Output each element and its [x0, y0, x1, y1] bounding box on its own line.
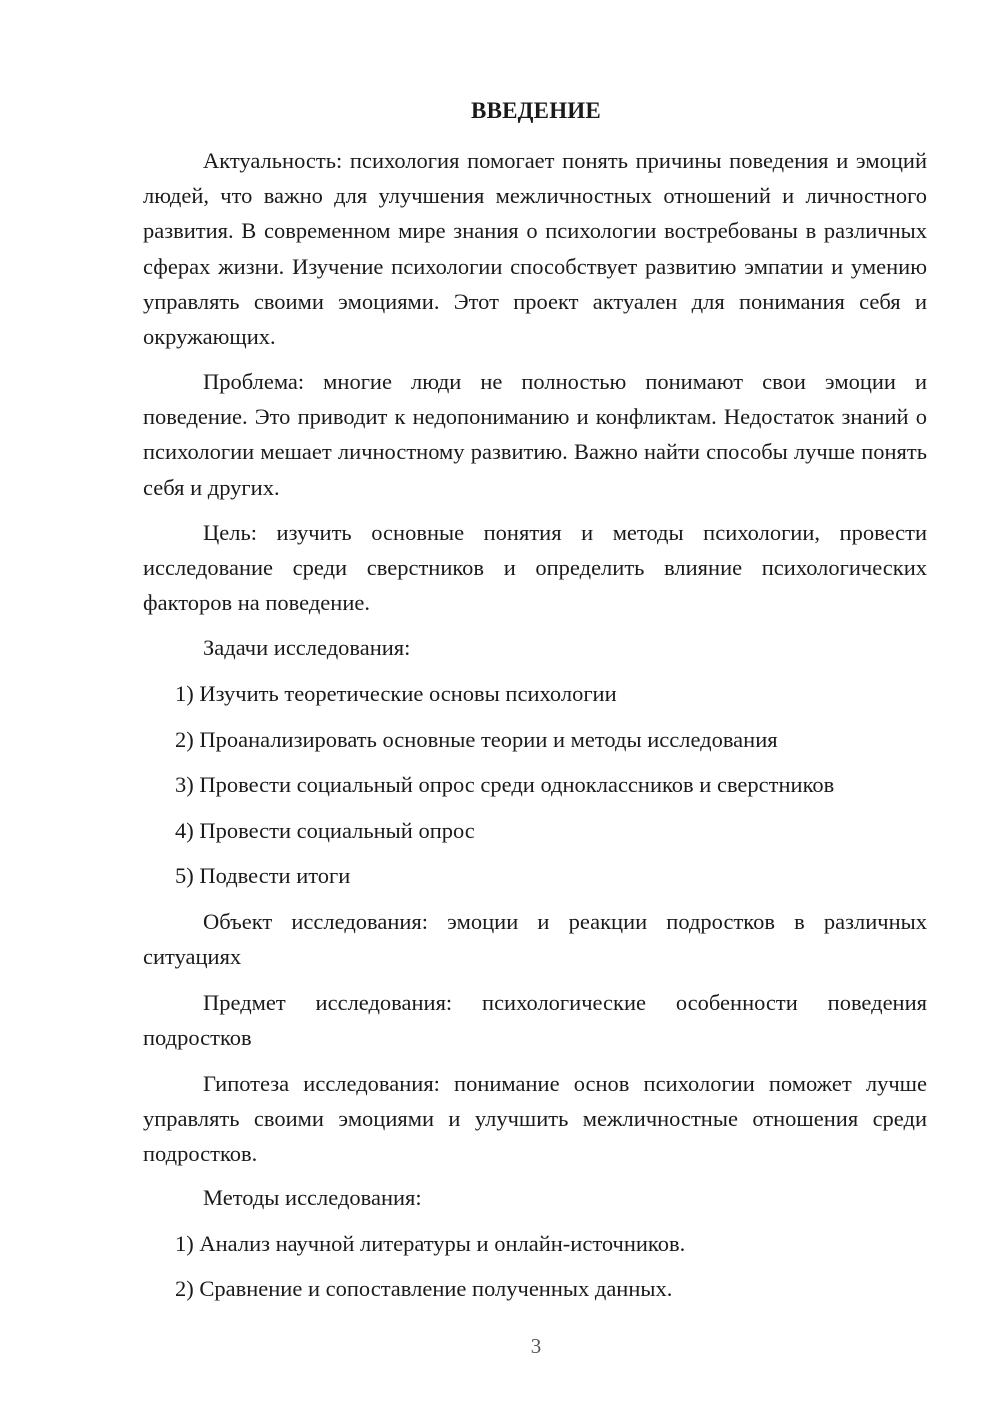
- task-item-3: 3) Провести социальный опрос среди одноклассников и сверстников: [175, 772, 835, 797]
- method-item-2: 2) Сравнение и сопоставление полученных данных.: [175, 1276, 673, 1301]
- object-paragraph: Объект исследования: эмоции и реакции подростков в различных ситуациях: [143, 909, 927, 970]
- task-item-1: 1) Изучить теоретические основы психологии: [175, 681, 617, 706]
- task-item-5: 5) Подвести итоги: [175, 863, 351, 888]
- task-item-4: 4) Провести социальный опрос: [175, 818, 475, 843]
- method-item-1: 1) Анализ научной литературы и онлайн-источников.: [175, 1231, 686, 1256]
- task-item-2: 2) Проанализировать основные теории и методы исследования: [175, 727, 778, 752]
- page-number: 3: [530, 1334, 542, 1358]
- hypothesis-paragraph: Гипотеза исследования: понимание основ психологии поможет лучше управлять своими эмоциями и улучшить межличностные отношения среди подростков.: [143, 1071, 927, 1167]
- problem-paragraph: Проблема: многие люди не полностью понимают свои эмоции и поведение. Это приводит к недопониманию и конфликтам. Недостаток знаний о психологии мешает личностному развитию. Важно найти способы лучше понять себя и других.: [143, 369, 927, 500]
- goal-paragraph: Цель: изучить основные понятия и методы психологии, провести исследование среди сверстников и определить влияние психологических факторов на поведение.: [143, 520, 927, 616]
- subject-paragraph: Предмет исследования: психологические особенности поведения подростков: [143, 990, 927, 1051]
- tasks-label: Задачи исследования:: [203, 635, 411, 660]
- page-title: ВВЕДЕНИЕ: [471, 98, 601, 123]
- methods-label: Методы исследования:: [203, 1185, 422, 1210]
- relevance-paragraph: Актуальность: психология помогает понять причины поведения и эмоций людей, что важно для улучшения межличностных отношений и личностного развития. В современном мире знания о психологии востребованы в различных сферах жизни. Изучение психологии способствует развитию эмпатии и умению управлять своими эмоциями. Этот проект актуален для понимания себя и окружающих.: [143, 148, 927, 350]
